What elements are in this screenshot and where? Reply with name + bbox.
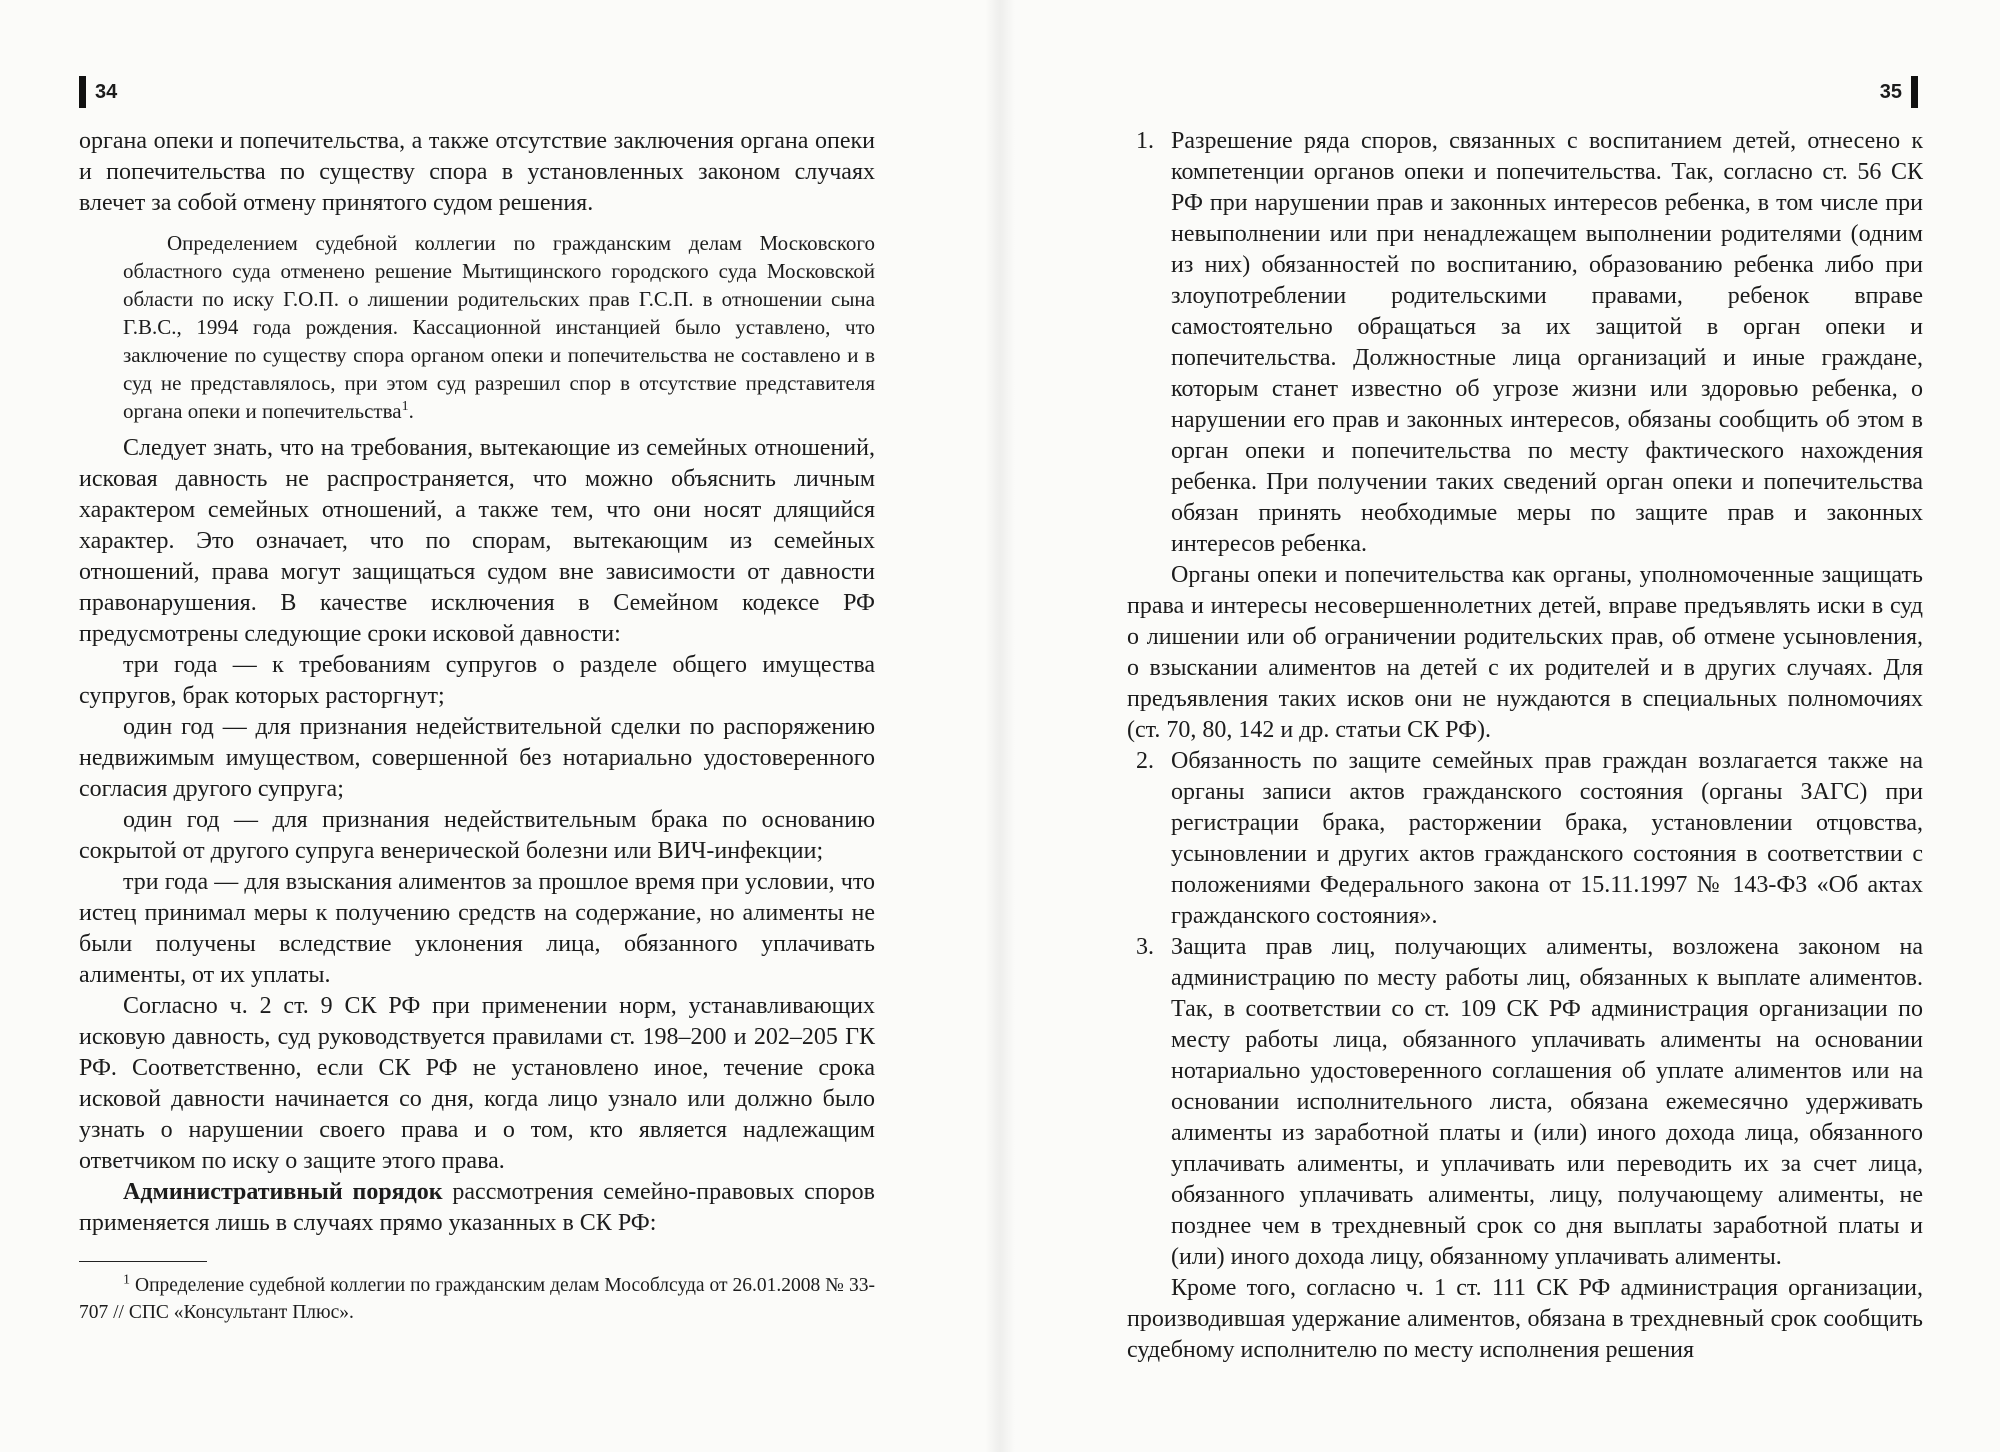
intro-paragraph: органа опеки и попечительства, а также отсутствие заключения органа опеки и попечительства по существу спора в установленных законом случаях влечет за собой отмену принятого судом решения. (79, 128, 875, 216)
limitation-paragraph: Следует знать, что на требования, вытекающие из семейных отношений, исковая давность не распространяется, что можно объяснить личным характером семейных отношений, а также тем, что они носят длящийся характер. Это означает, что по спорам, вытекающим из семейных отношений, права могут защищаться судом вне зависимости от давности правонарушения. В качестве исключения в Семейном кодексе РФ предусмотрены следующие сроки исковой давности: (79, 435, 875, 647)
administrative-procedure-text: рассмотрения семейно-правовых споров применяется лишь в случаях прямо указанных в СК РФ: (79, 1179, 875, 1236)
footnote-reference: 1 (401, 399, 409, 414)
list-item-number: 3. (1136, 934, 1154, 960)
list-item (1127, 932, 1923, 1273)
right-page (1000, 0, 2000, 1452)
left-text-column (79, 126, 875, 1326)
footnote (79, 1272, 875, 1326)
page-marker-bar (1911, 76, 1918, 108)
list-item-text: Обязанность по защите семейных прав граждан возлагается также на органы записи актов гражданского состояния (органы ЗАГС) при регистрации брака, расторжении брака, установлении отцовства, усыновлении и других актов гражданского состояния в соответствии с положениями Федерального закона от 15.11.1997 № 143-ФЗ «Об актах гражданского состояния». (1171, 748, 1923, 929)
limitation-term-3: один год — для признания недействительным брака по основанию сокрытой от другого супруга венерической болезни или ВИЧ-инфекции; (79, 807, 875, 864)
list-item (1127, 746, 1923, 932)
page-number-text: 34 (95, 80, 118, 103)
page-number-text: 35 (1879, 80, 1902, 103)
footnote-text: Определение судебной коллегии по гражданским делам Мособлсуда от 26.01.2008 № 33-707 // СПС «Консультант Плюс». (79, 1275, 875, 1323)
administrative-procedure-paragraph (79, 1177, 875, 1239)
list-item-number: 2. (1136, 748, 1154, 774)
footnote-divider (79, 1261, 207, 1262)
page-number-left (79, 76, 117, 108)
court-example-text: Определением судебной коллегии по гражданским делам Московского областного суда отменено решение Мытищинского городского суда Московской области по иску Г.О.П. о лишении родительских прав Г.С.П. в отношении сына Г.В.С., 1994 года рождения. Кассационной инстанцией было уставлено, что заключение по существу спора органом опеки и попечительства не составлено и в суд не представлялось, при этом суд разрешил спор в отсутствие представителя органа опеки и попечительства (123, 231, 875, 423)
limitation-term-1: три года — к требованиям супругов о разделе общего имущества супругов, брак которых расторгнут; (79, 652, 875, 709)
list-item-number: 1. (1136, 128, 1154, 154)
protection-list (1127, 126, 1923, 560)
list-item-text: Разрешение ряда споров, связанных с воспитанием детей, отнесено к компетенции органов опеки и попечительства. Так, согласно ст. 56 СК РФ при нарушении прав и законных интересов ребенка, в том числе при невыполнении или при ненадлежащем выполнении родителями (одним из них) обязанностей по воспитанию, образованию ребенка либо при злоупотреблении родительскими правами, ребенок вправе самостоятельно обращаться за их защитой в орган опеки и попечительства. Должностные лица организаций и иные граждане, которым станет известно об угрозе жизни или здоровью ребенка, о нарушении его прав и законных интересов, обязаны сообщить об этом в орган опеки и попечительства по месту фактического нахождения ребенка. При получении таких сведений орган опеки и попечительства обязан принять необходимые меры по защите прав и законных интересов ребенка. (1171, 128, 1923, 557)
page-marker-bar (79, 76, 86, 108)
final-paragraph: Кроме того, согласно ч. 1 ст. 111 СК РФ администрация организации, производившая удержание алиментов, обязана в трехдневный срок сообщить судебному исполнителю по месту исполнения решения (1127, 1275, 1923, 1363)
administrative-procedure-term: Административный порядок (123, 1179, 443, 1205)
list-item-text: Защита прав лиц, получающих алименты, возложена законом на администрацию по месту работы лиц, обязанных к выплате алиментов. Так, в соответствии со ст. 109 СК РФ администрация организации по месту работы лица, обязанного уплачивать алименты на основании нотариально удостоверенного соглашения об уплате алиментов или на основании исполнительного листа, обязана ежемесячно удерживать алименты из заработной платы и (или) иного дохода лица, обязанного уплачивать алименты, и уплачивать или переводить их за счет лица, обязанного уплачивать алименты, лицу, получающему алименты, не позднее чем в трехдневный срок со дня выплаты заработной платы и (или) иного дохода лицу, обязанному уплачивать алименты. (1171, 934, 1923, 1270)
court-example-quote: Определением судебной коллегии по гражданским делам Московского областного суда отменено решение Мытищинского городского суда Московской области по иску Г.О.П. о лишении родительских прав Г.С.П. в отношении сына Г.В.С., 1994 года рождения. Кассационной инстанцией было уставлено, что заключение по существу спора органом опеки и попечительства не составлено и в суд не представлялось, при этом суд разрешил спор в отсутствие представителя органа опеки и попечительства$^1$. (123, 231, 875, 423)
protection-list-continued (1127, 746, 1923, 1273)
limitation-term-2: один год — для признания недействительной сделки по распоряжению недвижимым имуществом, совершенной без нотариально удостоверенного согласия другого супруга; (79, 714, 875, 802)
footnote-number: 1 (123, 1272, 130, 1288)
right-text-column (1127, 126, 1923, 1366)
list-item (1127, 126, 1923, 560)
guardianship-paragraph: Органы опеки и попечительства как органы, уполномоченные защищать права и интересы несовершеннолетних детей, вправе предъявлять иски в суд о лишении или об ограничении родительских прав, об отмене усыновления, о взыскании алиментов на детей с их родителей и в других случаях. Для предъявления таких исков они не нуждаются в специальных полномочиях (ст. 70, 80, 142 и др. статьи СК РФ). (1127, 562, 1923, 743)
page-number-right (1880, 76, 1918, 108)
civil-code-paragraph: Согласно ч. 2 ст. 9 СК РФ при применении норм, устанавливающих исковую давность, суд руководствуется правилами ст. 198–200 и 202–205 ГК РФ. Соответственно, если СК РФ не установлено иное, течение срока исковой давности начинается со дня, когда лицо узнало или должно было узнать о нарушении своего права и о том, кто является надлежащим ответчиком по иску о защите этого права. (79, 993, 875, 1174)
limitation-term-4: три года — для взыскания алиментов за прошлое время при условии, что истец принимал меры к получению средств на содержание, но алименты не были получены вследствие уклонения лица, обязанного уплачивать алименты, от их уплаты. (79, 869, 875, 988)
